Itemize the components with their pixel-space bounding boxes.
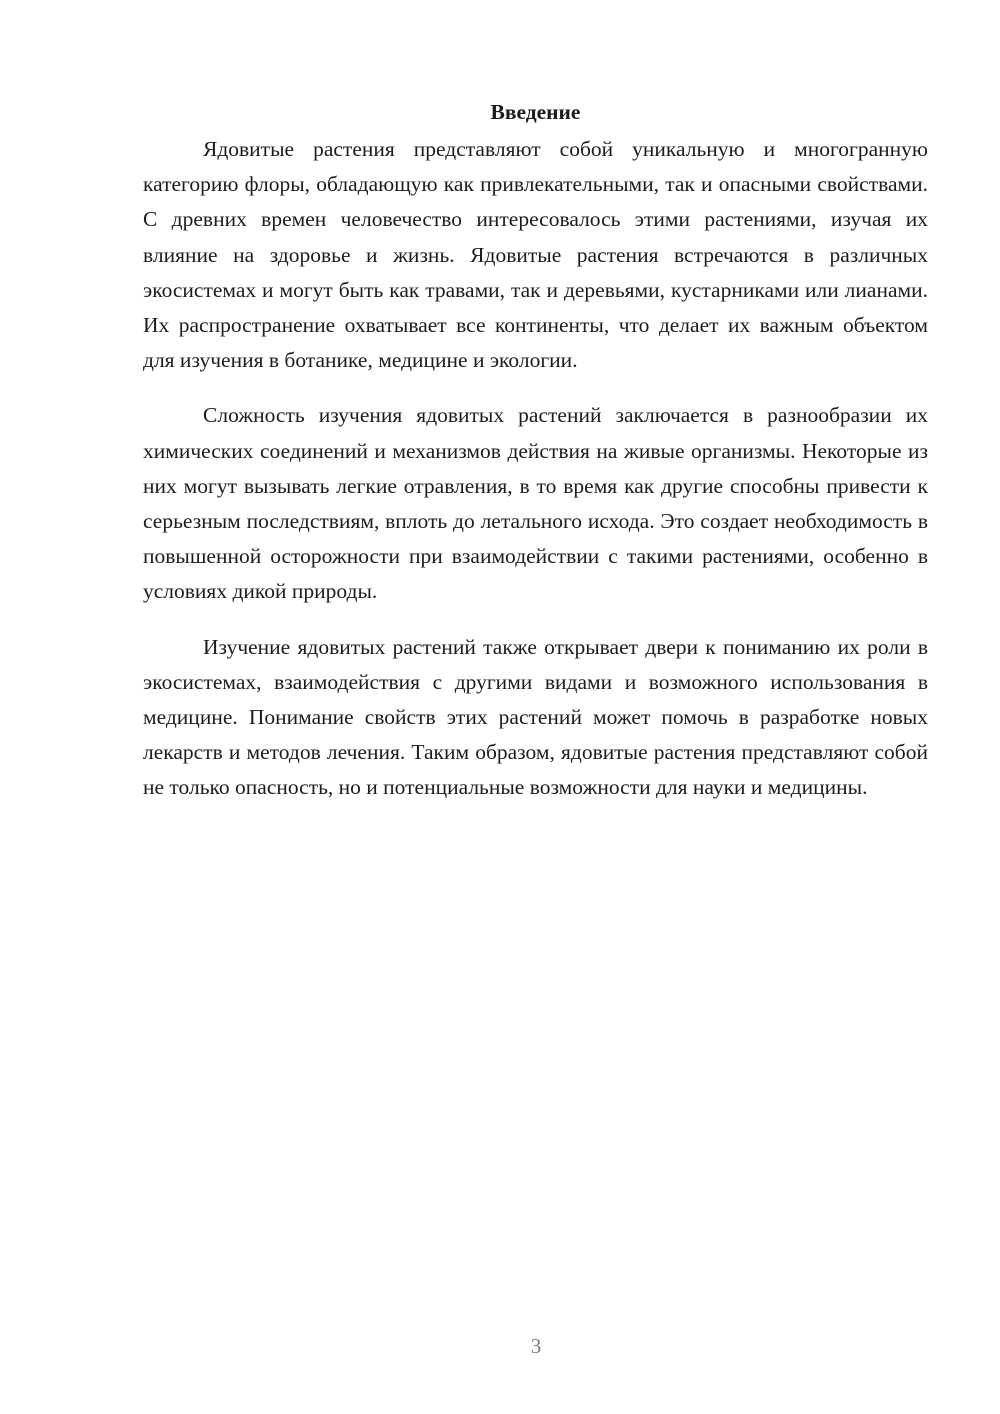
- section-heading: Введение: [490, 100, 581, 124]
- document-body: [143, 98, 928, 806]
- paragraph-1: Ядовитые растения представляют собой уникальную и многогранную категорию флоры, обладающую как привлекательными, так и опасными свойствами. С древних времен человечество интересовалось этими растениями, изучая их влияние на здоровье и жизнь. Ядовитые растения встречаются в различных экосистемах и могут быть как травами, так и деревьями, кустарниками или лианами. Их распространение охватывает все континенты, что делает их важным объектом для изучения в ботанике, медицине и экологии.: [143, 137, 928, 373]
- paragraph-2: Сложность изучения ядовитых растений заключается в разнообразии их химических соединений и механизмов действия на живые организмы. Некоторые из них могут вызывать легкие отравления, в то время как другие способны привести к серьезным последствиям, вплоть до летального исхода. Это создает необходимость в повышенной осторожности при взаимодействии с такими растениями, особенно в условиях дикой природы.: [143, 403, 928, 604]
- page-number: 3: [530, 1334, 542, 1358]
- paragraph-3: Изучение ядовитых растений также открывает двери к пониманию их роли в экосистемах, взаимодействия с другими видами и возможного использования в медицине. Понимание свойств этих растений может помочь в разработке новых лекарств и методов лечения. Таким образом, ядовитые растения представляют собой не только опасность, но и потенциальные возможности для науки и медицины.: [143, 634, 928, 800]
